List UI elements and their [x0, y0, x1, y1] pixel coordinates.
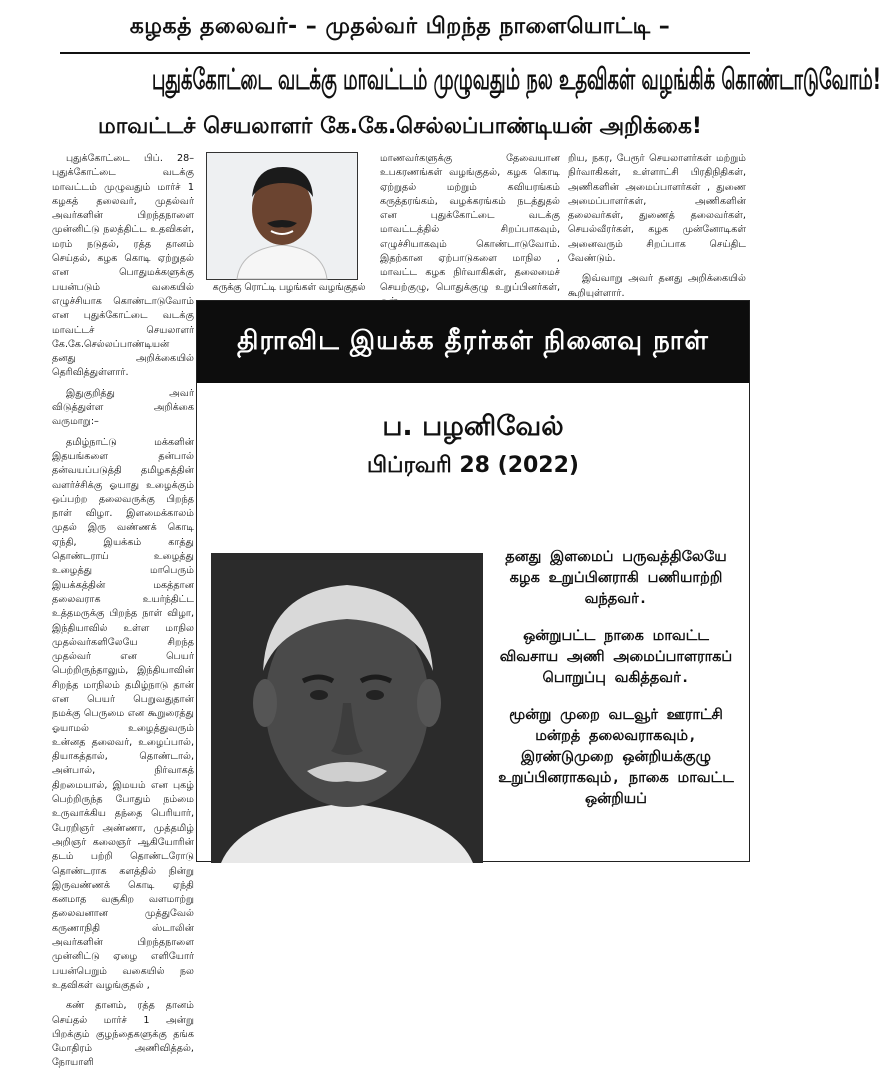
article-paragraph: புதுக்கோட்டை பிப். 28– புதுக்கோட்டை வடக்கு மாவட்டம் முழுவதும் மார்ச் 1 கழகத் தலைவர், முதல்வர் அவர்களின் பிறந்தநாளை முன்னிட்டு நலத்திட்ட உதவிகள், மரம் நடுதல், ரத்த தானம் செய்தல், கழக கொடி ஏற்றுதல் என பொதுமக்களுக்கு பயன்படும் வகையில் எழுச்சியாக கொண்டாடுவோம் என புதுக்கோட்டை வடக்கு மாவட்டச் செயலாளர் கே.கே.செல்லப்பாண்டியன் தனது அறிக்கையில் தெரிவித்துள்ளார். [52, 153, 194, 379]
article-paragraph: இதுகுறித்து அவர் விடுத்துள்ள அறிக்கை வருமாறு:– [52, 387, 194, 428]
memorial-notice [196, 300, 750, 862]
bio-paragraph: தனது இளமைப் பருவத்திலேயே கழக உறுப்பினராகி பணியாற்றி வந்தவர். [505, 549, 727, 607]
article-paragraph: கண் தானம், ரத்த தானம் செய்தல் மார்ச் 1 அன்று பிறக்கும் குழந்தைகளுக்கு தங்க மோதிரம் அணிவித்தல், நோயாளி [52, 1000, 194, 1069]
article-paragraph: றிய, நகர, பேரூர் செயலாளர்கள் மற்றும் நிர்வாகிகள், உள்ளாட்சி பிரதிநிதிகள், அணிகளின் அமைப்பாளர்கள் , துணை அமைப்பாளர்கள், அணிகளின் தலைவர்கள், துணைத் தலைவர்கள், செயல்வீரர்கள், கழக முன்னோடிகள் அனைவரும் சிறப்பாக செய்திட வேண்டும். [568, 153, 746, 265]
headline-main: புதுக்கோட்டை வடக்கு மாவட்டம் முழுவதும் நல உதவிகள் வழங்கிக் கொண்டாடுவோம்! [152, 62, 881, 96]
article-paragraph: மாணவர்களுக்கு தேவையான உபகரணங்கள் வழங்குதல், கழக கொடி ஏற்றுதல் மற்றும் கவியரங்கம் கருத்தரங்கம், வழக்கரங்கம் நடத்துதல் என புதுக்கோட்டை வடக்கு மாவட்டத்தில் சிறப்பாகவும், எழுச்சியாகவும் கொண்டாடுவோம். இதற்கான ஏற்பாடுகளை மாநில , மாவட்ட கழக நிர்வாகிகள், தலைமைச் செயற்குழு, பொதுக்குழு உறுப்பினர்கள், [380, 153, 560, 293]
memorial-name: ப. பழனிவேல் [382, 411, 564, 442]
memorial-banner: திராவிட இயக்க தீரர்கள் நினைவு நாள் [197, 301, 749, 383]
memorial-portrait-illustration [211, 553, 483, 863]
portrait-illustration [207, 153, 357, 279]
article-paragraph: தமிழ்நாட்டு மக்களின் இதயங்களை தன்பால் தன்வயப்படுத்தி தமிழகத்தின் வளர்ச்சிக்கு ஓயாது உழைக்கும் ஒப்பற்ற தலைவருக்கு பிறந்த நாள் விழா. இளமைக்காலம் முதல் இரு வண்ணக் கொடி ஏந்தி, இயக்கம் காத்து தொண்டராய் உழைத்து உழைத்து மாபெரும் இயக்கத்தின் மகத்தான தலைவராக உயர்ந்திட்ட உத்தமருக்கு பிறந்த நாள் விழா, இந்தியாவில் உள்ள மாநில முதல்வர்களிலேயே சிறந்த முதல்வர் என பெயர் பெற்றிருந்தாலும், இந்தியாவின் சிறந்த மாநிலம் தமிழ்நாடு தான் என பெயர் பெறுவதுதான் நமக்கு பெருமை என கூறுரைத்து ஓயாமல் உழைத்துவரும் உன்னத தலைவர், உழைப்பால், தியாகத்தால், தொண்டால், அன்பால், நிர்வாகத் திறமையால், இமயம் என புகழ் பெற்றிருந்த போதும் நம்மை உருவாக்கிய தந்தை பெரியார், பேரறிஞர் அண்ணா, முத்தமிழ் அறிஞர் கலைஞர் ஆகியோரின் தடம் பற்றி தொண்டரோடு தொண்டராக களத்தில் நின்று இருவண்ணக் கொடி ஏந்தி கனமாத வசூகிற வளமாற்று தலைவனான முத்துவேல் கருணாநிதி ஸ்டாலின் அவர்களின் பிறந்தநாளை முன்னிட்டு ஏழை எளியோர் பயன்பெறும் வகையில் நல உதவிகள் வழங்குதல் , [52, 436, 194, 991]
article-column-3 [380, 152, 560, 292]
headline-divider [60, 52, 750, 54]
headline-kicker: கழகத் தலைவர்- – முதல்வர் பிறந்த நாளையொட்டி – [129, 14, 671, 39]
article-column-1 [52, 152, 194, 1069]
memorial-bio [491, 547, 741, 826]
headline-sub: மாவட்டச் செயலாளர் கே.கே.செல்லப்பாண்டியன் அறிக்கை! [98, 114, 702, 139]
bio-paragraph: மூன்று முறை வடவூர் ஊராட்சி மன்றத் தலைவராகவும், இரண்டுமுறை ஒன்றியக்குழு உறுப்பினராகவும், நாகை மாவட்ட ஒன்றியப் [498, 707, 734, 807]
secretary-portrait [206, 152, 358, 280]
photo-caption: கருக்கு ரொட்டி பழங்கள் வழங்குதல் [212, 282, 366, 293]
article-column-4 [568, 152, 746, 299]
bio-paragraph: ஒன்றுபட்ட நாகை மாவட்ட விவசாய அணி அமைப்பாளராகப் பொறுப்பு வகித்தவர். [499, 628, 733, 686]
article-paragraph: இவ்வாறு அவர் தனது அறிக்கையில் கூறியுள்ளார். [568, 273, 746, 299]
memorial-date: பிப்ரவரி 28 (2022) [367, 453, 579, 478]
memorial-portrait [211, 553, 483, 863]
